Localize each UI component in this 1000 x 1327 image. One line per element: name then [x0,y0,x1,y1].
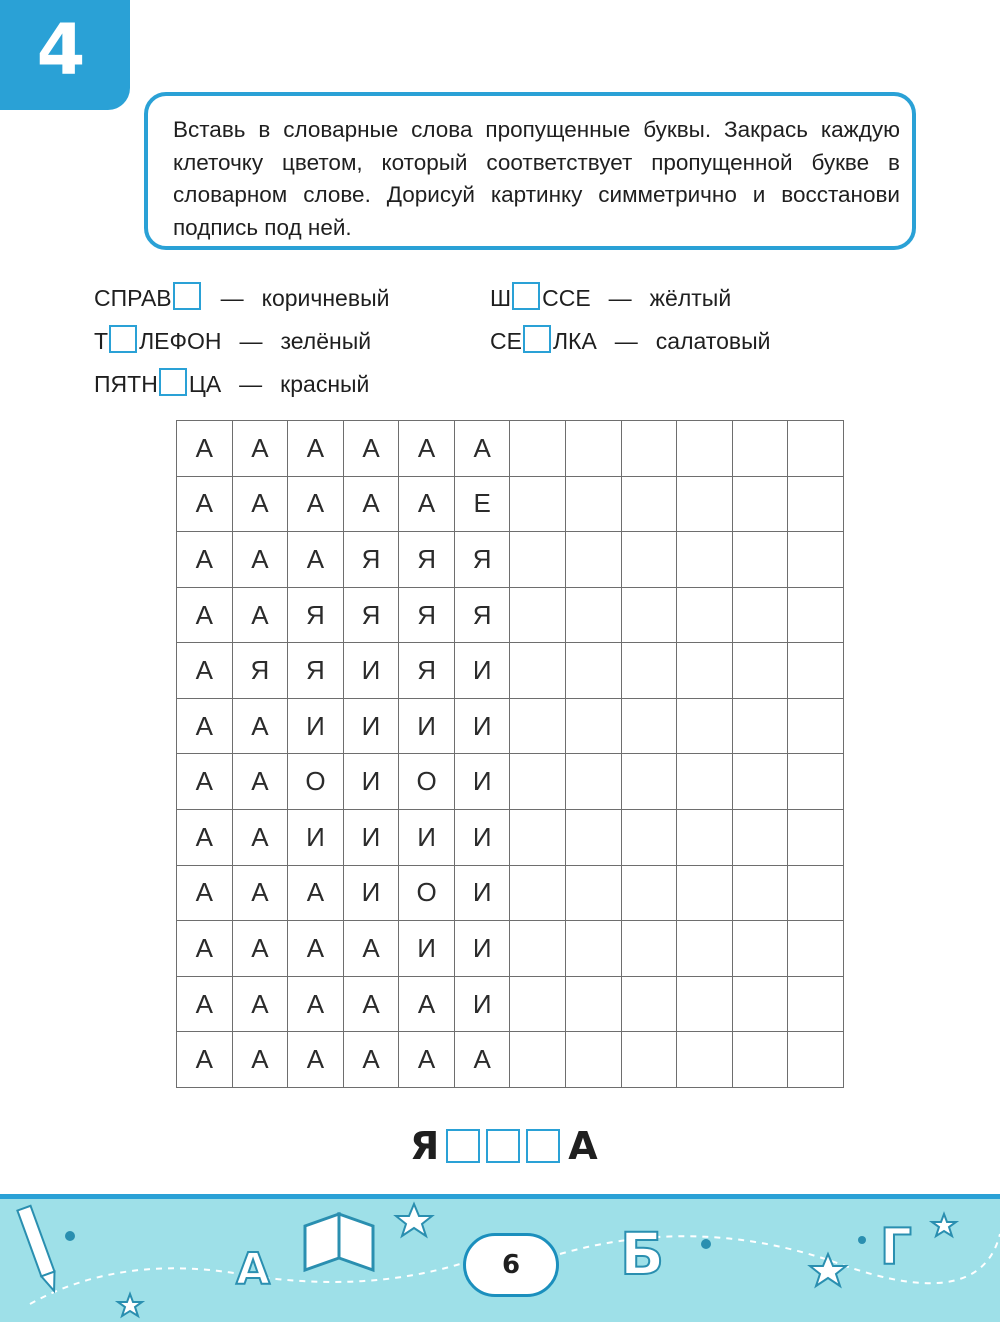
grid-cell[interactable] [677,921,733,977]
grid-cell[interactable] [621,643,677,699]
grid-cell[interactable] [621,587,677,643]
task-number-badge [0,0,130,110]
word-item-1 [94,282,389,313]
grid-cell[interactable] [621,421,677,477]
grid-cell[interactable]: О [399,865,455,921]
grid-cell[interactable] [788,532,844,588]
grid-cell[interactable] [566,476,622,532]
grid-cell[interactable]: А [399,976,455,1032]
grid-cell[interactable] [621,1032,677,1088]
grid-cell[interactable] [566,532,622,588]
grid-cell[interactable] [621,921,677,977]
grid-cell[interactable]: А [288,921,344,977]
book-icon [305,1214,373,1270]
grid-cell[interactable] [677,865,733,921]
grid-cell[interactable] [621,532,677,588]
grid-cell[interactable] [510,754,566,810]
grid-cell[interactable]: А [177,587,233,643]
grid-cell[interactable]: Я [399,587,455,643]
grid-cell[interactable]: А [454,421,510,477]
grid-cell[interactable] [732,476,788,532]
page-number [463,1233,559,1297]
grid-cell[interactable]: А [232,587,288,643]
grid-cell[interactable]: А [343,921,399,977]
word-part: Т [94,328,109,354]
grid-row [177,976,844,1032]
grid-row [177,643,844,699]
grid-cell[interactable]: Я [343,532,399,588]
grid-row [177,698,844,754]
grid-cell[interactable] [566,643,622,699]
word-part: СПРАВ [94,285,172,311]
grid-cell[interactable] [510,976,566,1032]
grid-cell[interactable]: И [454,698,510,754]
grid-cell[interactable] [510,532,566,588]
grid-cell[interactable]: Я [288,587,344,643]
grid-cell[interactable] [788,698,844,754]
grid-cell[interactable] [621,698,677,754]
grid-cell[interactable] [732,1032,788,1088]
grid-cell[interactable]: И [343,698,399,754]
grid-cell[interactable]: А [177,865,233,921]
grid-cell[interactable]: Я [399,643,455,699]
grid-row [177,754,844,810]
word-part: ССЕ [542,285,591,311]
grid-cell[interactable]: А [288,976,344,1032]
grid-cell[interactable]: А [288,421,344,477]
grid-cell[interactable] [510,810,566,866]
grid-cell[interactable]: А [288,476,344,532]
word-item-3 [94,368,369,399]
grid-cell[interactable]: И [454,643,510,699]
word-item-2 [94,325,371,356]
word-part: ЛЕФОН [139,328,222,354]
letter-a-doodle: A [236,1244,271,1295]
word-part: ЦА [188,371,222,397]
grid-cell[interactable]: И [343,865,399,921]
grid-cell[interactable] [566,921,622,977]
answer-box[interactable] [486,1129,520,1163]
instruction-text: Вставь в словарные слова пропущенные буквы. Закрась каждую клеточку цветом, который соответствует пропущенной букве в словарном слове. Дорисуй картинку симметрично и восстанови подпись под ней. [173,117,900,240]
grid-cell[interactable]: А [177,698,233,754]
grid-cell[interactable] [788,1032,844,1088]
grid-cell[interactable] [732,421,788,477]
grid-cell[interactable] [510,1032,566,1088]
grid-cell[interactable]: А [177,976,233,1032]
grid-cell[interactable]: А [177,532,233,588]
grid-cell[interactable] [732,865,788,921]
grid-cell[interactable] [732,698,788,754]
grid-cell[interactable] [677,476,733,532]
grid-cell[interactable] [732,810,788,866]
grid-cell[interactable]: А [177,476,233,532]
grid-cell[interactable] [788,976,844,1032]
color-name: зелёный [280,328,372,354]
answer-word [410,1124,598,1168]
grid-cell[interactable] [566,810,622,866]
grid-row [177,810,844,866]
grid-cell[interactable]: И [454,810,510,866]
grid-cell[interactable] [788,921,844,977]
grid-cell[interactable]: А [343,421,399,477]
grid-cell[interactable] [566,865,622,921]
color-name: салатовый [655,328,771,354]
grid-cell[interactable] [732,532,788,588]
grid-cell[interactable]: А [177,754,233,810]
grid-row [177,476,844,532]
grid-cell[interactable]: А [232,421,288,477]
grid-cell[interactable]: Я [399,532,455,588]
letter-g-doodle: Г [880,1218,912,1276]
grid-cell[interactable] [732,921,788,977]
grid-row [177,421,844,477]
grid-cell[interactable]: И [454,976,510,1032]
grid-cell[interactable]: И [399,921,455,977]
word-item-4 [490,282,731,313]
grid-row [177,865,844,921]
grid-cell[interactable] [732,643,788,699]
letter-grid [176,420,844,1088]
grid-cell[interactable] [510,421,566,477]
missing-letter-box[interactable] [109,325,137,353]
grid-cell[interactable] [566,587,622,643]
grid-cell[interactable] [566,1032,622,1088]
word-part: ЛКА [552,328,597,354]
grid-cell[interactable] [677,587,733,643]
missing-letter-box[interactable] [159,368,187,396]
grid-cell[interactable] [510,698,566,754]
grid-row [177,587,844,643]
grid-cell[interactable]: А [232,476,288,532]
grid-cell[interactable] [788,643,844,699]
answer-last-letter: А [568,1124,598,1168]
grid-cell[interactable]: А [177,921,233,977]
grid-cell[interactable] [510,587,566,643]
grid-cell[interactable]: А [232,754,288,810]
grid-cell[interactable] [732,754,788,810]
grid-cell[interactable]: Я [288,643,344,699]
grid-cell[interactable] [788,865,844,921]
grid-cell[interactable]: А [232,532,288,588]
grid-cell[interactable] [788,421,844,477]
grid-cell[interactable] [677,532,733,588]
grid-cell[interactable] [788,476,844,532]
grid-cell[interactable] [732,976,788,1032]
grid-cell[interactable]: А [232,976,288,1032]
letter-b-doodle: Б [620,1220,665,1288]
grid-cell[interactable] [566,421,622,477]
grid-cell[interactable] [621,865,677,921]
grid-cell[interactable] [510,921,566,977]
answer-box[interactable] [526,1129,560,1163]
instruction-box [144,92,916,250]
word-part: СЕ [490,328,522,354]
grid-cell[interactable] [510,865,566,921]
grid-cell[interactable]: И [288,698,344,754]
grid-row [177,532,844,588]
grid-cell[interactable]: А [177,421,233,477]
grid-cell[interactable] [510,643,566,699]
grid-cell[interactable]: А [288,1032,344,1088]
grid-cell[interactable]: А [288,532,344,588]
dash: — [608,285,632,311]
grid-cell[interactable] [677,976,733,1032]
word-item-5 [490,325,770,356]
grid-cell[interactable]: А [177,1032,233,1088]
grid-cell[interactable]: А [177,810,233,866]
grid-cell[interactable] [788,810,844,866]
grid-cell[interactable]: А [177,643,233,699]
missing-letter-box[interactable] [512,282,540,310]
grid-cell[interactable]: А [343,1032,399,1088]
grid-cell[interactable]: И [288,810,344,866]
grid-cell[interactable] [677,810,733,866]
color-name: красный [280,371,370,397]
color-name: коричневый [261,285,390,311]
grid-cell[interactable]: Я [343,587,399,643]
grid-cell[interactable]: А [399,421,455,477]
answer-box[interactable] [446,1129,480,1163]
grid-cell[interactable]: А [399,1032,455,1088]
grid-cell[interactable]: И [343,643,399,699]
grid-cell[interactable] [677,1032,733,1088]
grid-cell[interactable] [621,976,677,1032]
dash: — [239,328,263,354]
grid-cell[interactable] [677,698,733,754]
page-number-text: 6 [501,1250,521,1280]
grid-row [177,1032,844,1088]
grid-cell[interactable] [677,643,733,699]
grid-cell[interactable] [621,754,677,810]
grid-cell[interactable]: О [288,754,344,810]
answer-first-letter: Я [410,1124,440,1168]
grid-cell[interactable]: А [454,1032,510,1088]
grid-cell[interactable]: А [232,1032,288,1088]
grid-cell[interactable]: И [454,865,510,921]
dash: — [220,285,244,311]
missing-letter-box[interactable] [173,282,201,310]
word-part: Ш [490,285,512,311]
grid-cell[interactable]: А [399,476,455,532]
grid-cell[interactable]: И [454,921,510,977]
grid-cell[interactable]: А [232,921,288,977]
missing-letter-box[interactable] [523,325,551,353]
grid-cell[interactable]: И [399,810,455,866]
color-name: жёлтый [649,285,732,311]
grid-cell[interactable]: А [288,865,344,921]
grid-cell[interactable]: Я [454,532,510,588]
grid-cell[interactable]: Я [232,643,288,699]
grid-cell[interactable] [788,754,844,810]
grid-cell[interactable]: А [232,810,288,866]
grid-cell[interactable] [677,421,733,477]
grid-cell[interactable]: Я [454,587,510,643]
grid-cell[interactable] [677,754,733,810]
grid-cell[interactable] [621,476,677,532]
grid-cell[interactable]: И [343,754,399,810]
grid-cell[interactable]: И [399,698,455,754]
word-part: ПЯТН [94,371,158,397]
dash: — [239,371,263,397]
grid-cell[interactable] [621,810,677,866]
dash: — [614,328,638,354]
grid-cell[interactable] [510,476,566,532]
grid-cell[interactable]: И [343,810,399,866]
pencil-icon [17,1206,60,1293]
grid-cell[interactable]: А [343,476,399,532]
grid-cell[interactable]: А [232,698,288,754]
task-number: 4 [36,9,86,91]
grid-cell[interactable] [732,587,788,643]
grid-cell[interactable] [566,754,622,810]
grid-cell[interactable]: О [399,754,455,810]
grid-cell[interactable] [788,587,844,643]
grid-cell[interactable]: Е [454,476,510,532]
grid-row [177,921,844,977]
grid-cell[interactable] [566,698,622,754]
grid-cell[interactable]: А [232,865,288,921]
grid-cell[interactable]: И [454,754,510,810]
grid-cell[interactable]: А [343,976,399,1032]
grid-cell[interactable] [566,976,622,1032]
